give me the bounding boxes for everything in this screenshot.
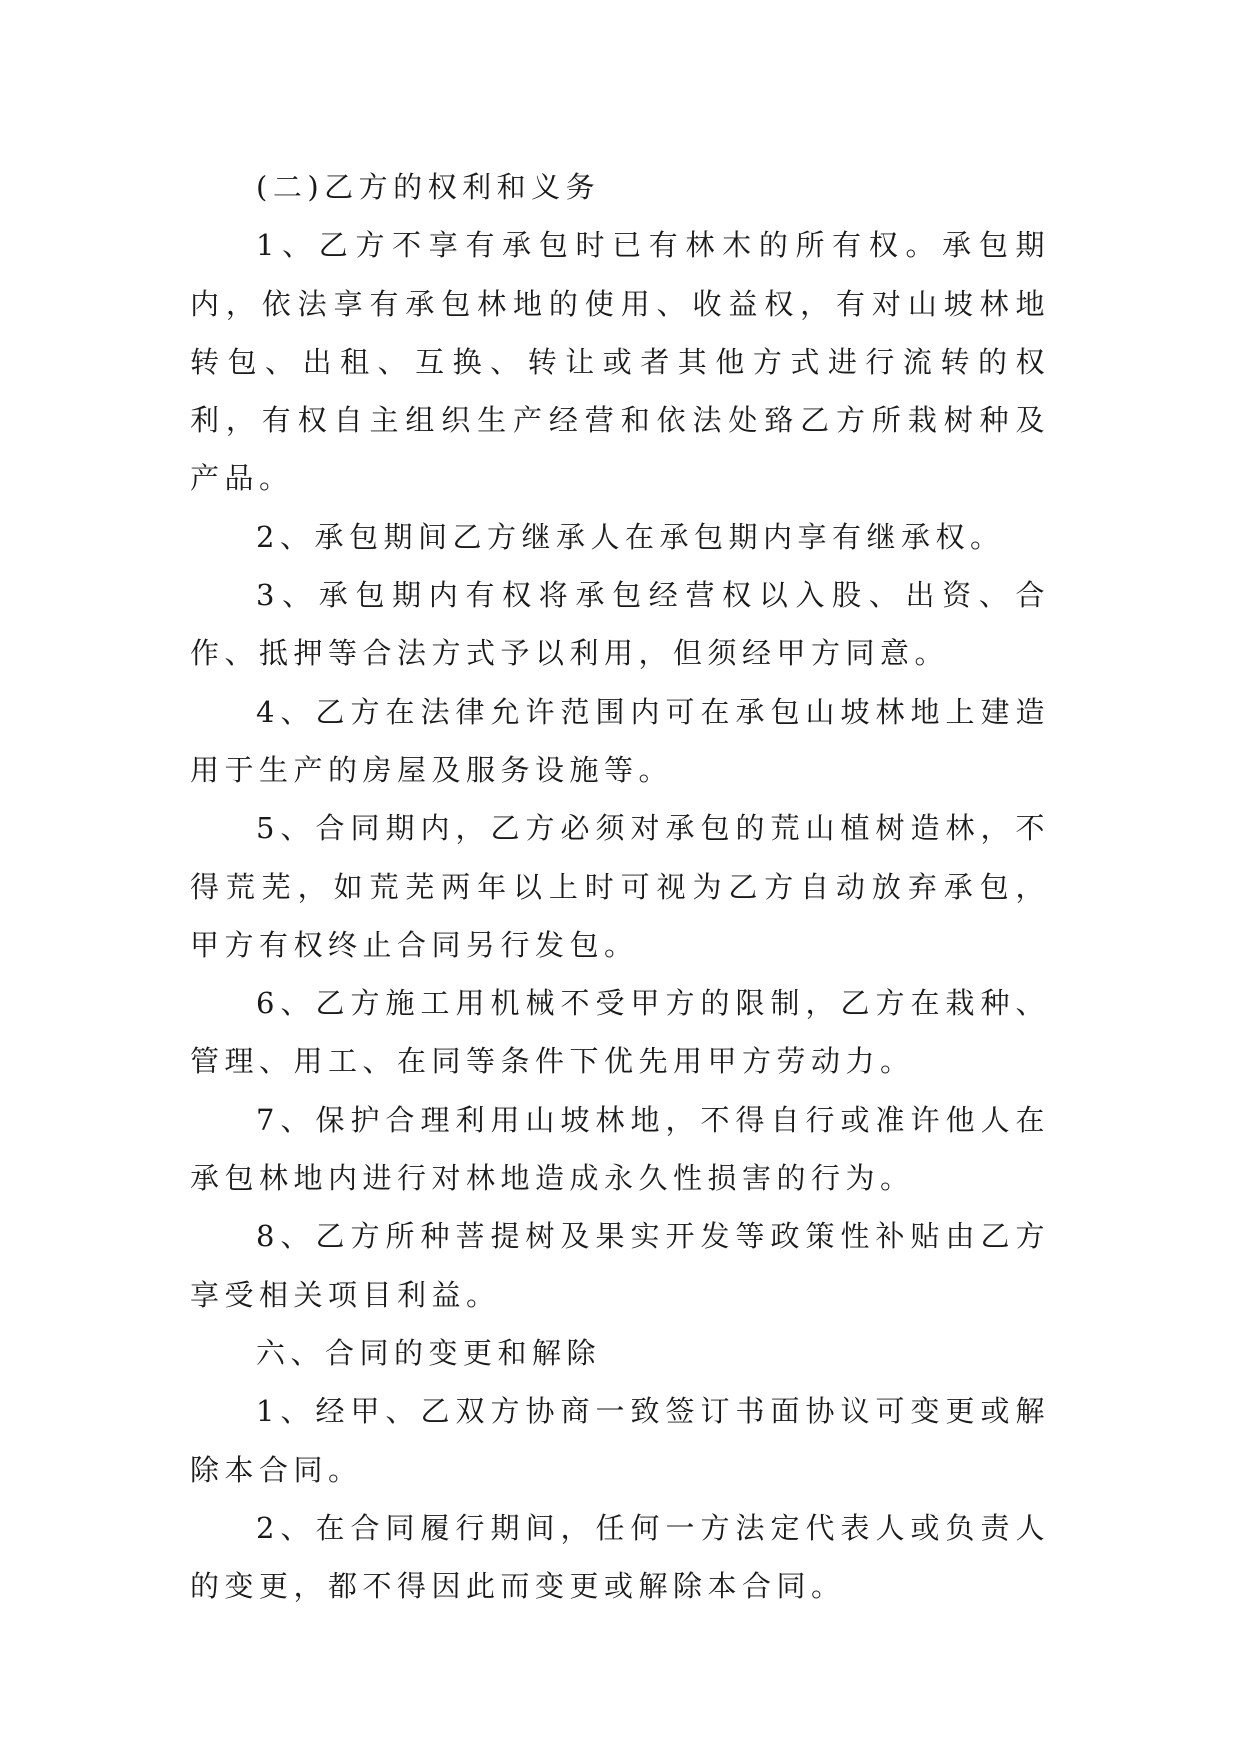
paragraph-clause-3: 3、承包期内有权将承包经营权以入股、出资、合作、抵押等合法方式予以利用，但须经甲方同意。 <box>190 578 1050 671</box>
paragraph-clause-7: 7、保护合理利用山坡林地，不得自行或准许他人在承包林地内进行对林地造成永久性损害的行为。 <box>190 1102 1050 1196</box>
section-heading-contract-change: 六、合同的变更和解除 <box>256 1335 602 1370</box>
paragraph-clause-1: 1、乙方不享有承包时已有林木的所有权。承包期内，依法享有承包林地的使用、收益权，有对山坡林地转包、出租、互换、转让或者其他方式进行流转的权利，有权自主组织生产经营和依法处臵乙方所栽树种及产品。 <box>190 228 1050 496</box>
paragraph-change-clause-1: 1、经甲、乙双方协商一致签订书面协议可变更或解除本合同。 <box>190 1394 1050 1487</box>
section-heading-party-b-rights: (二)乙方的权利和义务 <box>256 170 601 204</box>
document-body <box>190 158 1050 1615</box>
paragraph-clause-6: 6、乙方施工用机械不受甲方的限制，乙方在栽种、管理、用工、在同等条件下优先用甲方劳动力。 <box>190 986 1050 1079</box>
paragraph-change-clause-2: 2、在合同履行期间，任何一方法定代表人或负责人的变更，都不得因此而变更或解除本合同。 <box>190 1510 1050 1604</box>
paragraph-clause-8: 8、乙方所种菩提树及果实开发等政策性补贴由乙方享受相关项目利益。 <box>190 1219 1050 1312</box>
paragraph-clause-5: 5、合同期内，乙方必须对承包的荒山植树造林，不得荒芜，如荒芜两年以上时可视为乙方自动放弃承包，甲方有权终止合同另行发包。 <box>190 811 1050 962</box>
paragraph-clause-4: 4、乙方在法律允许范围内可在承包山坡林地上建造用于生产的房屋及服务设施等。 <box>190 694 1050 787</box>
paragraph-clause-2: 2、承包期间乙方继承人在承包期内享有继承权。 <box>256 519 1005 554</box>
